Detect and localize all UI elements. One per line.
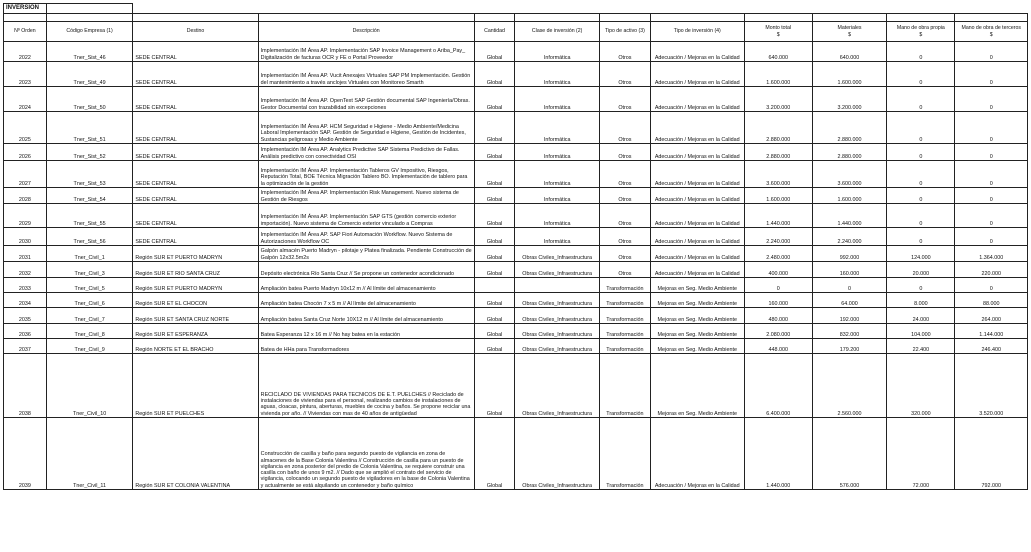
- table-row: [4, 278, 1028, 293]
- cell-monto-total: 1.600.000: [744, 188, 812, 204]
- cell-destino: SEDE CENTRAL: [133, 204, 258, 228]
- cell-codigo: Tner_Sist_52: [46, 144, 133, 161]
- cell-cantidad: Global: [474, 354, 515, 418]
- cell-codigo: Tner_Sist_55: [46, 204, 133, 228]
- cell-monto-total: 0: [744, 278, 812, 293]
- cell-descripcion: Ampliación batea Puerto Madryn 10x12 m // Al límite del almacenamiento: [258, 278, 474, 293]
- table-row: [4, 42, 1028, 62]
- cell-clase: Obras Civiles_Infraestructura: [515, 308, 600, 324]
- cell-cantidad: Global: [474, 188, 515, 204]
- cell-materiales: 2.240.000: [812, 228, 886, 246]
- cell-tipo-inversion: Mejoras en Seg. Medio Ambiente: [650, 308, 744, 324]
- cell-tipo-activo: Otros: [599, 188, 650, 204]
- cell-cantidad: Global: [474, 293, 515, 308]
- cell-codigo: Tner_Civil_1: [46, 246, 133, 262]
- header-cantidad: Cantidad: [474, 22, 515, 42]
- cell-mano-propia: 24.000: [887, 308, 955, 324]
- cell-materiales: 2.880.000: [812, 144, 886, 161]
- cell-tipo-activo: Otros: [599, 144, 650, 161]
- table-body: [4, 42, 1028, 490]
- cell-orden: 2029: [4, 204, 47, 228]
- cell-tipo-inversion: Mejoras en Seg. Medio Ambiente: [650, 324, 744, 339]
- cell-destino: SEDE CENTRAL: [133, 144, 258, 161]
- cell-mano-terceros: 0: [955, 188, 1028, 204]
- cell-descripcion: Depósito electrónica Río Santa Cruz // Se propone un contenedor acondicionado: [258, 262, 474, 278]
- cell-orden: 2035: [4, 308, 47, 324]
- table-row: [4, 354, 1028, 418]
- cell-codigo: Tner_Civil_5: [46, 278, 133, 293]
- cell-mano-propia: 124.000: [887, 246, 955, 262]
- cell-codigo: Tner_Civil_9: [46, 339, 133, 354]
- cell-orden: 2037: [4, 339, 47, 354]
- cell-materiales: 3.200.000: [812, 87, 886, 112]
- cell-mano-propia: 0: [887, 87, 955, 112]
- cell-materiales: 179.200: [812, 339, 886, 354]
- cell-tipo-activo: Otros: [599, 87, 650, 112]
- cell-clase: Obras Civiles_Infraestructura: [515, 262, 600, 278]
- cell-mano-propia: 0: [887, 278, 955, 293]
- table-row: [4, 246, 1028, 262]
- cell-tipo-inversion: Adecuación / Mejoras en la Calidad: [650, 112, 744, 144]
- cell-destino: Región NORTE ET EL BRACHO: [133, 339, 258, 354]
- cell-orden: 2026: [4, 144, 47, 161]
- cell-cantidad: Global: [474, 204, 515, 228]
- cell-codigo: Tner_Sist_49: [46, 62, 133, 87]
- cell-monto-total: 2.880.000: [744, 112, 812, 144]
- cell-destino: Región SUR ET RIO SANTA CRUZ: [133, 262, 258, 278]
- cell-clase: [515, 278, 600, 293]
- table-row: [4, 308, 1028, 324]
- cell-mano-terceros: 0: [955, 204, 1028, 228]
- cell-mano-terceros: 0: [955, 112, 1028, 144]
- cell-cantidad: Global: [474, 308, 515, 324]
- cell-codigo: Tner_Civil_7: [46, 308, 133, 324]
- cell-orden: 2039: [4, 418, 47, 490]
- cell-mano-terceros: 1.144.000: [955, 324, 1028, 339]
- cell-tipo-activo: Transformación: [599, 418, 650, 490]
- cell-mano-terceros: 88.000: [955, 293, 1028, 308]
- cell-codigo: Tner_Sist_51: [46, 112, 133, 144]
- cell-cantidad: Global: [474, 112, 515, 144]
- cell-orden: 2028: [4, 188, 47, 204]
- cell-descripcion: Implementación IM Área AP. Analytics Predictive SAP Sistema Predictivo de Fallas. Análisis predictivo con conectividad OSI: [258, 144, 474, 161]
- cell-destino: Región SUR ET PUELCHES: [133, 354, 258, 418]
- table-row: [4, 62, 1028, 87]
- cell-tipo-inversion: Mejoras en Seg. Medio Ambiente: [650, 339, 744, 354]
- cell-tipo-activo: Transformación: [599, 278, 650, 293]
- table-row: [4, 204, 1028, 228]
- cell-codigo: Tner_Civil_6: [46, 293, 133, 308]
- cell-clase: Informática: [515, 87, 600, 112]
- table-row: [4, 228, 1028, 246]
- cell-materiales: 160.000: [812, 262, 886, 278]
- cell-descripcion: Galpón almacén Puerto Madryn - pilotaje y Platea finalizada. Pendiente Construcción de Galpón 12x32.5m2s: [258, 246, 474, 262]
- cell-monto-total: 6.400.000: [744, 354, 812, 418]
- cell-descripcion: Ampliación batea Santa Cruz Norte 10X12 m // Al límite del almacenamiento: [258, 308, 474, 324]
- cell-mano-terceros: 0: [955, 278, 1028, 293]
- cell-mano-propia: 8.000: [887, 293, 955, 308]
- cell-clase: Obras Civiles_Infraestructura: [515, 246, 600, 262]
- cell-clase: Informática: [515, 228, 600, 246]
- cell-mano-terceros: 0: [955, 144, 1028, 161]
- cell-clase: Obras Civiles_Infraestructura: [515, 354, 600, 418]
- cell-cantidad: Global: [474, 144, 515, 161]
- table-row: [4, 87, 1028, 112]
- cell-mano-propia: 0: [887, 112, 955, 144]
- cell-mano-terceros: 792.000: [955, 418, 1028, 490]
- cell-destino: Región SUR ET EL CHOCON: [133, 293, 258, 308]
- cell-monto-total: 640.000: [744, 42, 812, 62]
- cell-cantidad: Global: [474, 42, 515, 62]
- cell-tipo-activo: Transformación: [599, 354, 650, 418]
- cell-orden: 2025: [4, 112, 47, 144]
- cell-clase: Informática: [515, 62, 600, 87]
- cell-orden: 2027: [4, 161, 47, 188]
- cell-tipo-activo: Otros: [599, 246, 650, 262]
- cell-destino: SEDE CENTRAL: [133, 87, 258, 112]
- cell-tipo-inversion: Adecuación / Mejoras en la Calidad: [650, 246, 744, 262]
- table-row: [4, 262, 1028, 278]
- cell-tipo-activo: Otros: [599, 204, 650, 228]
- cell-monto-total: 480.000: [744, 308, 812, 324]
- cell-tipo-activo: Transformación: [599, 324, 650, 339]
- cell-descripcion: Batea de HHa para Transformadores: [258, 339, 474, 354]
- cell-mano-propia: 0: [887, 161, 955, 188]
- cell-mano-propia: 0: [887, 204, 955, 228]
- table-title: INVERSIÓN: [4, 4, 47, 14]
- header-tipo-activo: Tipo de activo (3): [599, 22, 650, 42]
- cell-destino: Región SUR ET PUERTO MADRYN: [133, 246, 258, 262]
- cell-descripcion: Implementación IM Área AP. Implementación Tableros GV Impositivo, Riesgos, Reputación Total, BOE Técnica Migración Tablero BO. Implementación de tablero para la optimización de la gestión: [258, 161, 474, 188]
- cell-codigo: Tner_Sist_53: [46, 161, 133, 188]
- cell-monto-total: 448.000: [744, 339, 812, 354]
- cell-clase: Obras Civiles_Infraestructura: [515, 324, 600, 339]
- header-materiales-unit: $: [848, 31, 851, 38]
- table-row: [4, 112, 1028, 144]
- cell-cantidad: Global: [474, 418, 515, 490]
- cell-destino: SEDE CENTRAL: [133, 42, 258, 62]
- cell-materiales: 832.000: [812, 324, 886, 339]
- header-tipo-inversion: Tipo de inversión (4): [650, 22, 744, 42]
- cell-cantidad: Global: [474, 324, 515, 339]
- cell-orden: 2030: [4, 228, 47, 246]
- cell-destino: Región SUR ET COLONIA VALENTINA: [133, 418, 258, 490]
- cell-tipo-activo: Otros: [599, 42, 650, 62]
- header-materiales-label: Materiales: [837, 25, 862, 32]
- table-row: [4, 293, 1028, 308]
- cell-clase: Informática: [515, 144, 600, 161]
- cell-orden: 2022: [4, 42, 47, 62]
- table-row: [4, 339, 1028, 354]
- cell-destino: SEDE CENTRAL: [133, 161, 258, 188]
- cell-orden: 2023: [4, 62, 47, 87]
- cell-cantidad: Global: [474, 161, 515, 188]
- cell-tipo-inversion: Adecuación / Mejoras en la Calidad: [650, 87, 744, 112]
- cell-orden: 2036: [4, 324, 47, 339]
- cell-tipo-activo: Otros: [599, 161, 650, 188]
- cell-mano-terceros: 0: [955, 87, 1028, 112]
- cell-codigo: Tner_Sist_46: [46, 42, 133, 62]
- cell-orden: 2032: [4, 262, 47, 278]
- header-codigo: Código Empresa (1): [46, 22, 133, 42]
- cell-mano-propia: 22.400: [887, 339, 955, 354]
- cell-tipo-inversion: Adecuación / Mejoras en la Calidad: [650, 42, 744, 62]
- cell-mano-propia: 0: [887, 188, 955, 204]
- cell-tipo-inversion: Adecuación / Mejoras en la Calidad: [650, 262, 744, 278]
- cell-descripcion: Implementación IM Área AP. Implementación SAP Invoice Management o Ariba_Pay_ Digitalización de facturas OCR y FE o Portal Proveedor: [258, 42, 474, 62]
- cell-tipo-activo: Otros: [599, 228, 650, 246]
- cell-cantidad: Global: [474, 262, 515, 278]
- header-mano-terceros-label: Mano de obra de terceros: [961, 25, 1021, 32]
- cell-monto-total: 1.440.000: [744, 204, 812, 228]
- cell-cantidad: Global: [474, 87, 515, 112]
- cell-mano-propia: 104.000: [887, 324, 955, 339]
- header-orden: Nº Orden: [4, 22, 47, 42]
- cell-mano-propia: 0: [887, 228, 955, 246]
- cell-cantidad: Global: [474, 339, 515, 354]
- cell-codigo: Tner_Civil_8: [46, 324, 133, 339]
- cell-monto-total: 3.600.000: [744, 161, 812, 188]
- cell-mano-terceros: 0: [955, 228, 1028, 246]
- cell-materiales: 2.880.000: [812, 112, 886, 144]
- cell-codigo: Tner_Civil_10: [46, 354, 133, 418]
- cell-destino: SEDE CENTRAL: [133, 112, 258, 144]
- cell-descripcion: Implementación IM Área AP. Implementación SAP GTS (gestión comercio exterior importación). Nuevo sistema de Comercio exterior vinculado a Compras: [258, 204, 474, 228]
- cell-mano-propia: 0: [887, 144, 955, 161]
- header-mano-terceros: [955, 22, 1028, 42]
- cell-clase: Obras Civiles_Infraestructura: [515, 339, 600, 354]
- cell-tipo-inversion: Mejoras en Seg. Medio Ambiente: [650, 278, 744, 293]
- cell-descripcion: Implementación IM Área AP. OpenText SAP Gestión documental SAP Ingeniería/Obras. Gestor Documental con trazabilidad sin excepciones: [258, 87, 474, 112]
- cell-materiales: 1.600.000: [812, 188, 886, 204]
- cell-clase: Obras Civiles_Infraestructura: [515, 293, 600, 308]
- investment-table: [3, 3, 1028, 490]
- header-mano-propia-label: Mano de obra propia: [896, 25, 945, 32]
- cell-materiales: 576.000: [812, 418, 886, 490]
- cell-mano-terceros: 264.000: [955, 308, 1028, 324]
- header-mano-terceros-unit: $: [989, 31, 993, 38]
- cell-orden: 2033: [4, 278, 47, 293]
- cell-monto-total: 2.080.000: [744, 324, 812, 339]
- cell-descripcion: Construcción de casilla y baño para segundo puesto de vigilancia en zona de almacenes de la Base Colonia Valentina // Construcción de casilla para un puesto de vigilancia en zona posterior del predio de Colonia Valentina, se requiere construir una casilla con baño de unos 9 m2. // Dado que se amplió el contrato del servicio de vigilancia, colocando un segundo puesto de vigiladores en la base de Colonia Valentina y actualmente se está alquilando un contenedor y baño químico: [258, 418, 474, 490]
- cell-monto-total: 400.000: [744, 262, 812, 278]
- cell-materiales: 2.560.000: [812, 354, 886, 418]
- cell-tipo-inversion: Adecuación / Mejoras en la Calidad: [650, 204, 744, 228]
- cell-materiales: 992.000: [812, 246, 886, 262]
- header-clase: Clase de inversión (2): [515, 22, 600, 42]
- table-row: [4, 418, 1028, 490]
- cell-materiales: 640.000: [812, 42, 886, 62]
- cell-destino: SEDE CENTRAL: [133, 188, 258, 204]
- header-monto-total: [744, 22, 812, 42]
- cell-mano-propia: 320.000: [887, 354, 955, 418]
- cell-tipo-inversion: Adecuación / Mejoras en la Calidad: [650, 62, 744, 87]
- cell-cantidad: Global: [474, 246, 515, 262]
- cell-tipo-activo: Otros: [599, 62, 650, 87]
- cell-materiales: 0: [812, 278, 886, 293]
- cell-descripcion: Implementación IM Área AP. SAP Fiori Automación Workflow. Nuevo Sistema de Autorizaciones Workflow OC: [258, 228, 474, 246]
- cell-descripcion: RECICLADO DE VIVIENDAS PARA TECNICOS DE E.T. PUELCHES // Reciclado de instalaciones de viviendas para el personal, realizando cambios de instalaciones de aguas, cloacas, pintura, aberturas, muebles de cocina y baños. Se propone reciclar una vivienda por año. // Viviendas con mas de 40 años de antigüedad: [258, 354, 474, 418]
- cell-mano-terceros: 0: [955, 161, 1028, 188]
- cell-mano-terceros: 1.364.000: [955, 246, 1028, 262]
- cell-tipo-activo: Otros: [599, 262, 650, 278]
- cell-tipo-inversion: Mejoras en Seg. Medio Ambiente: [650, 354, 744, 418]
- cell-descripcion: Implementación IM Área AP. Implementación Risk Management. Nuevo sistema de Gestión de Riesgos: [258, 188, 474, 204]
- cell-mano-terceros: 0: [955, 62, 1028, 87]
- cell-clase: Obras Civiles_Infraestructura: [515, 418, 600, 490]
- table-row: [4, 324, 1028, 339]
- table-row: [4, 188, 1028, 204]
- cell-monto-total: 160.000: [744, 293, 812, 308]
- table-row: [4, 144, 1028, 161]
- cell-tipo-inversion: Adecuación / Mejoras en la Calidad: [650, 161, 744, 188]
- cell-descripcion: Implementación IM Área AP. HCM Seguridad e Higiene - Medio Ambiente/Medicina Laboral Implementación SAP. Gestión de Seguridad e Higiene, Gestión de Incidentes, Sustancias peligrosas y Medio Ambiente: [258, 112, 474, 144]
- cell-mano-propia: 20.000: [887, 262, 955, 278]
- cell-codigo: Tner_Civil_3: [46, 262, 133, 278]
- cell-tipo-activo: Otros: [599, 112, 650, 144]
- header-destino: Destino: [133, 22, 258, 42]
- cell-tipo-inversion: Adecuación / Mejoras en la Calidad: [650, 418, 744, 490]
- cell-orden: 2034: [4, 293, 47, 308]
- cell-clase: Informática: [515, 161, 600, 188]
- cell-destino: Región SUR ET ESPERANZA: [133, 324, 258, 339]
- cell-codigo: Tner_Sist_56: [46, 228, 133, 246]
- cell-codigo: Tner_Sist_54: [46, 188, 133, 204]
- header-descripcion: Descripción: [258, 22, 474, 42]
- cell-monto-total: 1.600.000: [744, 62, 812, 87]
- cell-orden: 2031: [4, 246, 47, 262]
- cell-cantidad: Global: [474, 62, 515, 87]
- cell-monto-total: 2.880.000: [744, 144, 812, 161]
- cell-tipo-inversion: Mejoras en Seg. Medio Ambiente: [650, 293, 744, 308]
- cell-cantidad: Global: [474, 228, 515, 246]
- cell-materiales: 1.440.000: [812, 204, 886, 228]
- cell-clase: Informática: [515, 204, 600, 228]
- cell-mano-propia: 0: [887, 42, 955, 62]
- cell-clase: Informática: [515, 112, 600, 144]
- table-row: [4, 161, 1028, 188]
- cell-monto-total: 1.440.000: [744, 418, 812, 490]
- cell-descripcion: Batea Esperanza 12 x 16 m // No hay batea en la estación: [258, 324, 474, 339]
- header-monto-total-label: Monto total: [765, 25, 792, 32]
- cell-tipo-activo: Transformación: [599, 293, 650, 308]
- cell-mano-terceros: 3.520.000: [955, 354, 1028, 418]
- cell-destino: SEDE CENTRAL: [133, 228, 258, 246]
- cell-tipo-activo: Transformación: [599, 308, 650, 324]
- cell-orden: 2024: [4, 87, 47, 112]
- cell-orden: 2038: [4, 354, 47, 418]
- cell-materiales: 64.000: [812, 293, 886, 308]
- cell-mano-propia: 0: [887, 62, 955, 87]
- cell-tipo-inversion: Adecuación / Mejoras en la Calidad: [650, 188, 744, 204]
- cell-destino: SEDE CENTRAL: [133, 62, 258, 87]
- header-monto-total-unit: $: [776, 31, 780, 38]
- cell-materiales: 3.600.000: [812, 161, 886, 188]
- cell-monto-total: 2.480.000: [744, 246, 812, 262]
- cell-materiales: 1.600.000: [812, 62, 886, 87]
- cell-monto-total: 2.240.000: [744, 228, 812, 246]
- cell-tipo-inversion: Adecuación / Mejoras en la Calidad: [650, 144, 744, 161]
- cell-mano-terceros: 246.400: [955, 339, 1028, 354]
- cell-destino: Región SUR ET PUERTO MADRYN: [133, 278, 258, 293]
- cell-tipo-activo: Transformación: [599, 339, 650, 354]
- cell-materiales: 192.000: [812, 308, 886, 324]
- header-mano-propia: [887, 22, 955, 42]
- cell-mano-propia: 72.000: [887, 418, 955, 490]
- header-mano-propia-unit: $: [919, 31, 923, 38]
- cell-codigo: Tner_Sist_50: [46, 87, 133, 112]
- header-materiales: [812, 22, 886, 42]
- cell-cantidad: [474, 278, 515, 293]
- cell-monto-total: 3.200.000: [744, 87, 812, 112]
- cell-mano-terceros: 0: [955, 42, 1028, 62]
- cell-clase: Informática: [515, 42, 600, 62]
- cell-descripcion: Implementación IM Área AP. Vucit Anexajes Virtuales SAP PM Implementación. Gestión del mantenimiento a través anclojes Virtuales con Monitoreo Smarth: [258, 62, 474, 87]
- cell-codigo: Tner_Civil_11: [46, 418, 133, 490]
- cell-clase: Informática: [515, 188, 600, 204]
- cell-mano-terceros: 220.000: [955, 262, 1028, 278]
- cell-destino: Región SUR ET SANTA CRUZ NORTE: [133, 308, 258, 324]
- cell-descripcion: Ampliación batea Chocón 7 x 5 m // Al límite del almacenamiento: [258, 293, 474, 308]
- cell-tipo-inversion: Adecuación / Mejoras en la Calidad: [650, 228, 744, 246]
